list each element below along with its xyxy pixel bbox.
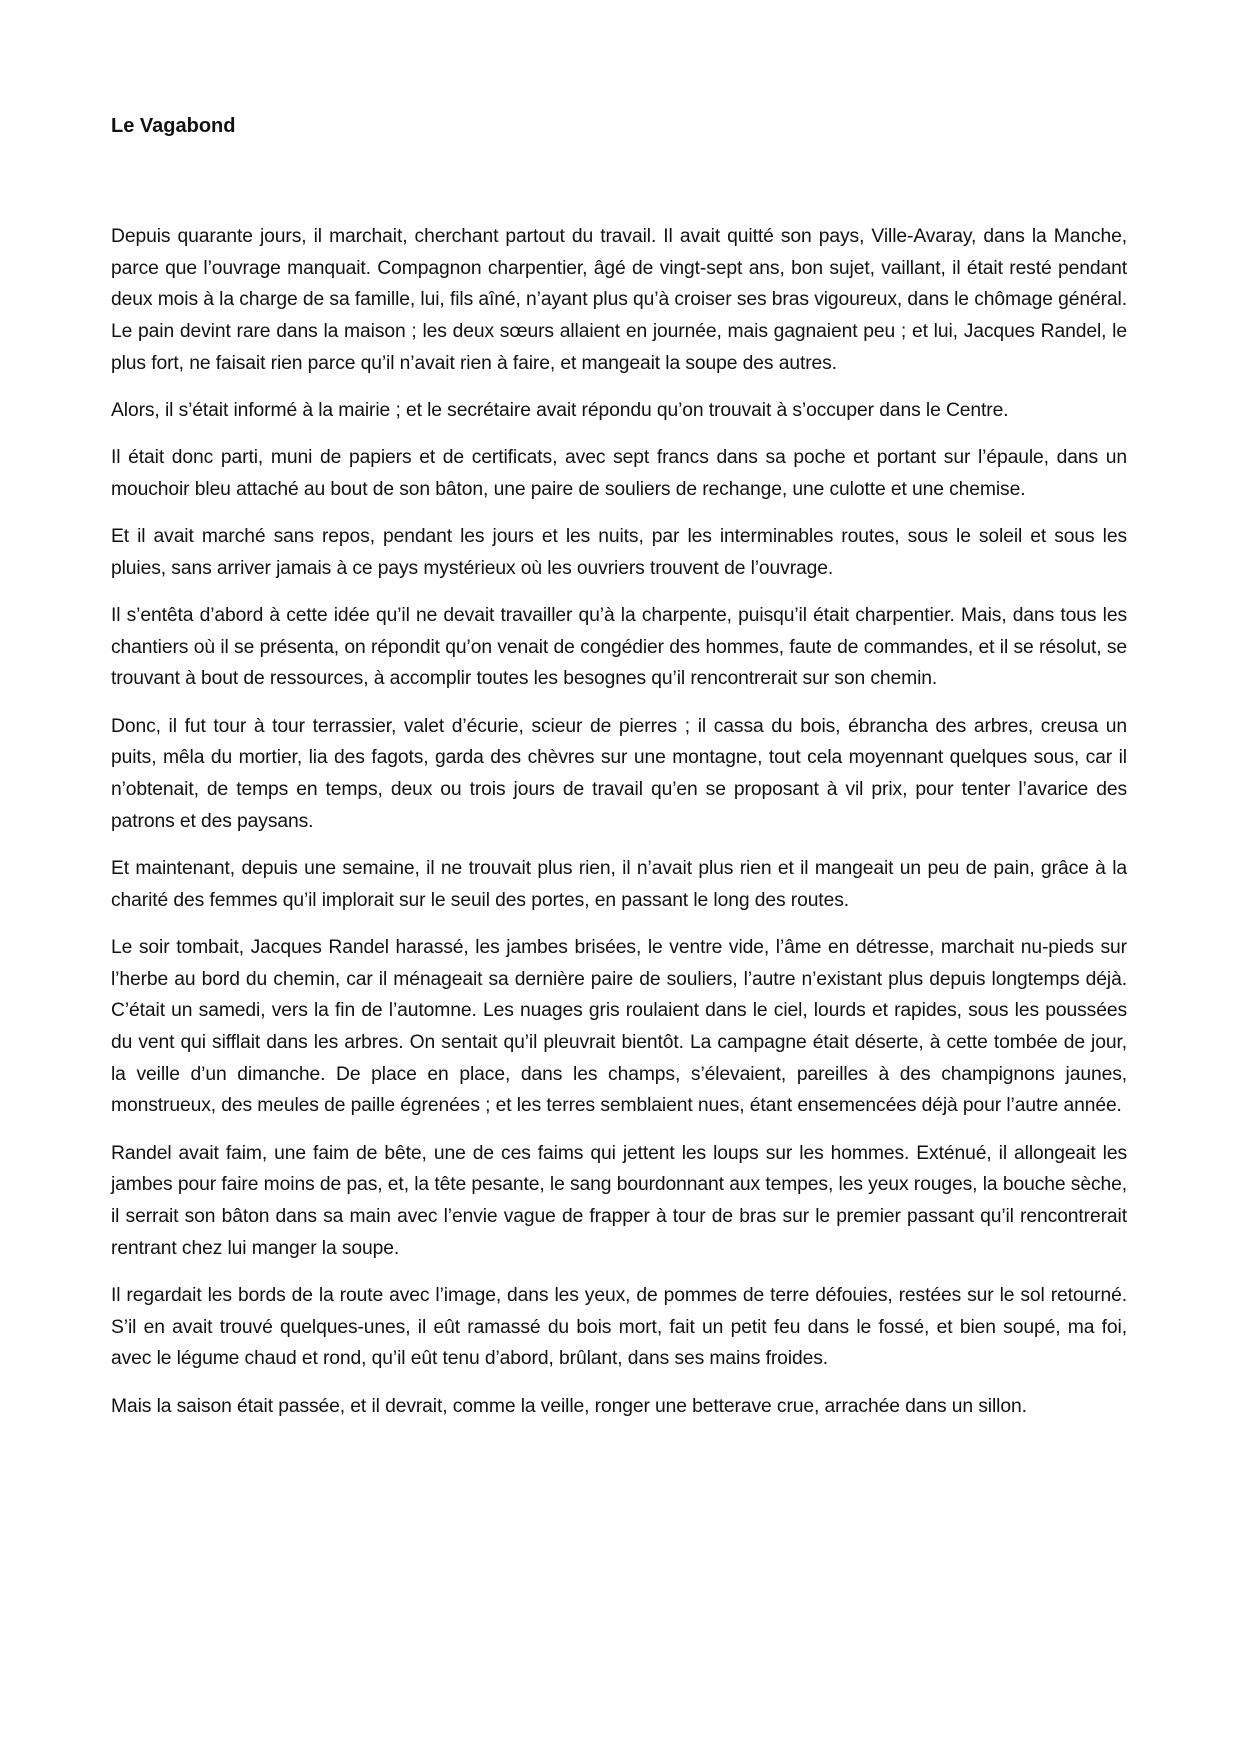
paragraph: Il était donc parti, muni de papiers et de certificats, avec sept francs dans sa poche et portant sur l’épaule, dans un mouchoir bleu attaché au bout de son bâton, une paire de souliers de rechange, une culotte et une chemise. [111,447,1127,500]
paragraph: Et il avait marché sans repos, pendant les jours et les nuits, par les interminables routes, sous le soleil et sous les pluies, sans arriver jamais à ce pays mystérieux où les ouvriers trouvent de l’ouvrage. [111,526,1127,579]
paragraph: Le soir tombait, Jacques Randel harassé, les jambes brisées, le ventre vide, l’âme en détresse, marchait nu-pieds sur l’herbe au bord du chemin, car il ménageait sa dernière paire de souliers, l’autre n’existant plus depuis longtemps déjà. C’était un samedi, vers la fin de l’automne. Les nuages gris roulaient dans le ciel, lourds et rapides, sous les poussées du vent qui sifflait dans les arbres. On sentait qu’il pleuvrait bientôt. La campagne était déserte, à cette tombée de jour, la veille d’un dimanche. De place en place, dans les champs, s’élevaient, pareilles à des champignons jaunes, monstrueux, des meules de paille égrenées ; et les terres semblaient nues, étant ensemencées déjà pour l’autre année. [111,936,1127,1117]
paragraph: Il regardait les bords de la route avec l’image, dans les yeux, de pommes de terre défouies, restées sur le sol retourné. S’il en avait trouvé quelques-unes, il eût ramassé du bois mort, fait un petit feu dans le fossé, et bien soupé, ma foi, avec le légume chaud et rond, qu’il eût tenu d’abord, brûlant, dans ses mains froides. [111,1284,1127,1370]
paragraph: Donc, il fut tour à tour terrassier, valet d’écurie, scieur de pierres ; il cassa du bois, ébrancha des arbres, creusa un puits, mêla du mortier, lia des fagots, garda des chèvres sur une montagne, tout cela moyennant quelques sous, car il n’obtenait, de temps en temps, deux ou trois jours de travail qu’en se proposant à vil prix, pour tenter l’avarice des patrons et des paysans. [111,715,1127,832]
paragraph: Depuis quarante jours, il marchait, cherchant partout du travail. Il avait quitté son pays, Ville-Avaray, dans la Manche, parce que l’ouvrage manquait. Compagnon charpentier, âgé de vingt-sept ans, bon sujet, vaillant, il était resté pendant deux mois à la charge de sa famille, lui, fils aîné, n’ayant plus qu’à croiser ses bras vigoureux, dans le chômage général. Le pain devint rare dans la maison ; les deux sœurs allaient en journée, mais gagnaient peu ; et lui, Jacques Randel, le plus fort, ne faisait rien parce qu’il n’avait rien à faire, et mangeait la soupe des autres. [111,226,1127,374]
paragraph: Randel avait faim, une faim de bête, une de ces faims qui jettent les loups sur les hommes. Exténué, il allongeait les jambes pour faire moins de pas, et, la tête pesante, le sang bourdonnant aux tempes, les yeux rouges, la bouche sèche, il serrait son bâton dans sa main avec l’envie vague de frapper à tour de bras sur le premier passant qu’il rencontrerait rentrant chez lui manger la soupe. [111,1142,1127,1259]
document-title: Le Vagabond [111,115,236,137]
paragraph: Et maintenant, depuis une semaine, il ne trouvait plus rien, il n’avait plus rien et il mangeait un peu de pain, grâce à la charité des femmes qu’il implorait sur le seuil des portes, en passant le long des routes. [111,857,1127,911]
paragraph: Alors, il s’était informé à la mairie ; et le secrétaire avait répondu qu’on trouvait à s’occuper dans le Centre. [111,400,1009,422]
document-body [111,221,1127,1422]
paragraph: Mais la saison était passée, et il devrait, comme la veille, ronger une betterave crue, arrachée dans un sillon. [111,1395,1027,1417]
paragraph: Il s’entêta d’abord à cette idée qu’il ne devait travailler qu’à la charpente, puisqu’il était charpentier. Mais, dans tous les chantiers où il se présenta, on répondit qu’on venait de congédier des hommes, faute de commandes, et il se résolut, se trouvant à bout de ressources, à accomplir toutes les besognes qu’il rencontrerait sur son chemin. [111,605,1127,690]
document-page [111,113,1127,1438]
